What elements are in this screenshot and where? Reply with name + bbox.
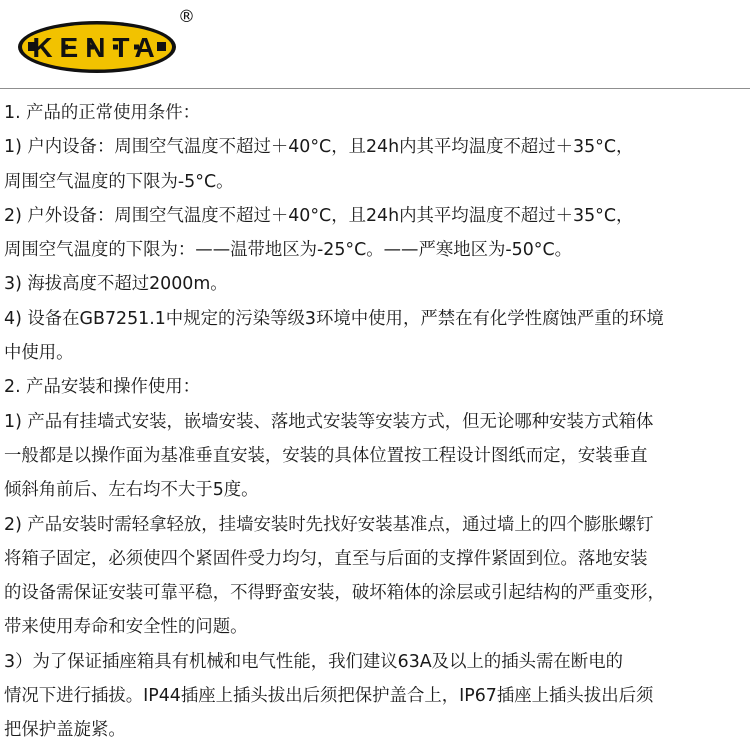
text-line: 把保护盖旋紧。 [4, 720, 126, 741]
text-line: 带来使用寿命和安全性的问题。 [4, 617, 248, 638]
text-line: 周围空气温度的下限为：——温带地区为-25°C。——严寒地区为-50°C。 [4, 240, 573, 261]
text-line: 倾斜角前后、左右均不大于5度。 [4, 480, 259, 501]
logo-wordmark: KENTA [32, 32, 162, 63]
text-line: 1. 产品的正常使用条件： [4, 103, 201, 123]
text-line: 3) 海拔高度不超过2000m。 [4, 274, 228, 295]
text-line: 情况下进行插拔。IP44插座上插头拔出后须把保护盖合上，IP67插座上插头拔出后须 [4, 686, 654, 707]
text-line: 1) 户内设备：周围空气温度不超过＋40°C，且24h内其平均温度不超过＋35°C， [4, 137, 634, 158]
kenta-logo [17, 20, 177, 74]
header [0, 0, 750, 88]
kenta-logo-graphic [17, 20, 177, 74]
text-line: 将箱子固定，必须使四个紧固件受力均匀，直至与后面的支撑件紧固到位。落地安装 [4, 548, 648, 569]
text-line: 周围空气温度的下限为-5°C。 [4, 171, 234, 192]
text-line: 2) 户外设备：周围空气温度不超过＋40°C，且24h内其平均温度不超过＋35°C， [4, 205, 634, 226]
text-line: 的设备需保证安装可靠平稳，不得野蛮安装，破坏箱体的涂层或引起结构的严重变形， [4, 583, 665, 604]
text-line: 1) 产品有挂墙式安装，嵌墙安装、落地式安装等安装方式，但无论哪种安装方式箱体 [4, 411, 654, 432]
instructions-text [4, 96, 746, 748]
registered-mark: ® [178, 7, 195, 27]
text-line: 一般都是以操作面为基准垂直安装，安装的具体位置按工程设计图纸而定，安装垂直 [4, 445, 648, 466]
text-line: 2. 产品安装和操作使用： [4, 377, 201, 398]
text-line: 3）为了保证插座箱具有机械和电气性能，我们建议63A及以上的插头需在断电的 [4, 651, 623, 672]
header-divider [0, 88, 750, 89]
text-line: 2) 产品安装时需轻拿轻放，挂墙安装时先找好安装基准点，通过墙上的四个膨胀螺钉 [4, 514, 654, 535]
text-line: 中使用。 [4, 343, 74, 364]
text-line: 4) 设备在GB7251.1中规定的污染等级3环境中使用，严禁在有化学性腐蚀严重的环境 [4, 308, 664, 329]
